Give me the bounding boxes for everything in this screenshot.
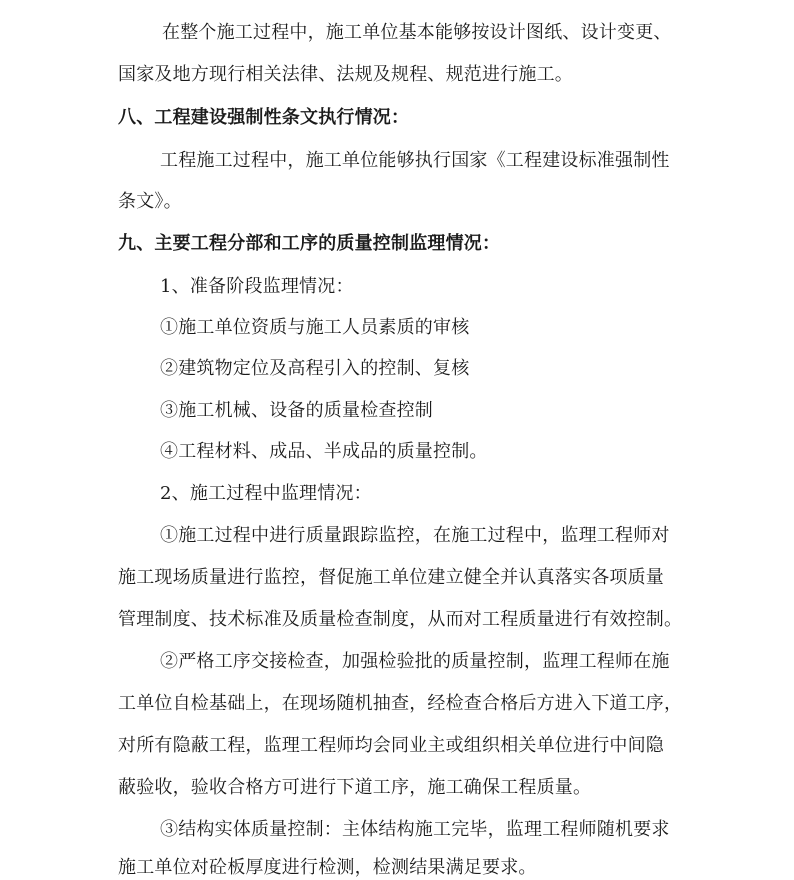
paragraph-line-13: 施工单位对砼板厚度进行检测，检测结果满足要求。 [118, 857, 537, 878]
paragraph-line-11: 蔽验收，验收合格方可进行下道工序，施工确保工程质量。 [118, 777, 592, 798]
paragraph-line-10: 对所有隐蔽工程，监理工程师均会同业主或组织相关单位进行中间隐 [118, 735, 664, 756]
list-item: ②建筑物定位及高程引入的控制、复核 [160, 358, 470, 379]
paragraph-line-3: 工程施工过程中，施工单位能够执行国家《工程建设标准强制性 [160, 150, 670, 171]
paragraph-line-12: ③结构实体质量控制：主体结构施工完毕，监理工程师随机要求 [160, 819, 670, 840]
paragraph-line-4: 条文》。 [118, 191, 182, 212]
list-item: ①施工单位资质与施工人员素质的审核 [160, 317, 470, 338]
subsection-2-title: 2、施工过程中监理情况： [160, 483, 372, 504]
paragraph-line-9: 工单位自检基础上，在现场随机抽查，经检查合格后方进入下道工序， [118, 693, 683, 714]
paragraph-line-1: 在整个施工过程中，施工单位基本能够按设计图纸、设计变更、 [162, 22, 672, 43]
paragraph-line-2: 国家及地方现行相关法律、法规及规程、规范进行施工。 [118, 64, 573, 85]
section-heading-9: 九、主要工程分部和工序的质量控制监理情况： [118, 233, 501, 254]
paragraph-line-6: 施工现场质量进行监控，督促施工单位建立健全并认真落实各项质量 [118, 567, 664, 588]
subsection-1-title: 1、准备阶段监理情况： [160, 276, 354, 297]
paragraph-line-7: 管理制度、技术标准及质量检查制度，从而对工程质量进行有效控制。 [118, 609, 683, 630]
paragraph-line-8: ②严格工序交接检查，加强检验批的质量控制，监理工程师在施 [160, 651, 670, 672]
list-item: ③施工机械、设备的质量检查控制 [160, 400, 433, 421]
list-item: ④工程材料、成品、半成品的质量控制。 [160, 441, 488, 462]
paragraph-line-5: ①施工过程中进行质量跟踪监控，在施工过程中，监理工程师对 [160, 525, 670, 546]
section-heading-8: 八、工程建设强制性条文执行情况： [118, 107, 410, 128]
